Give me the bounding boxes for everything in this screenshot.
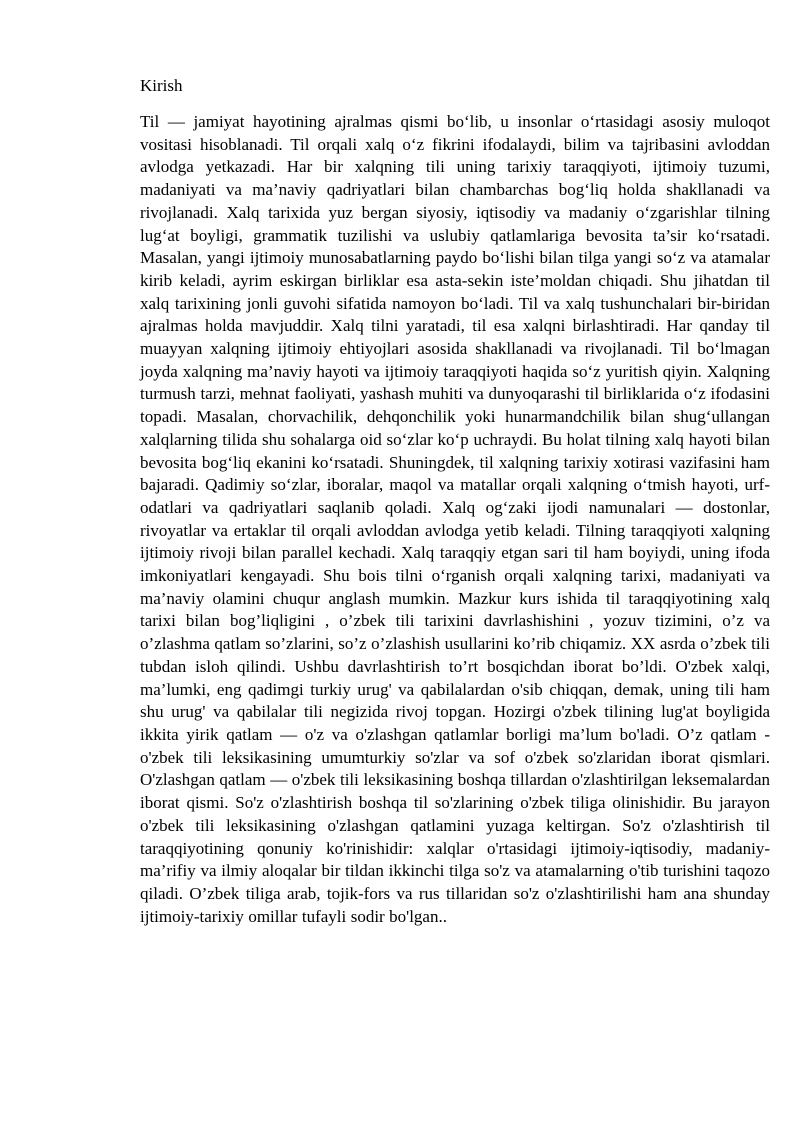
section-heading: Kirish	[140, 76, 183, 95]
document-page	[140, 75, 770, 928]
body-paragraph: Til — jamiyat hayotining ajralmas qismi bo‘lib, u insonlar o‘rtasidagi asosiy muloqot vositasi hisoblanadi. Til orqali xalq o‘z fikrini ifodalaydi, bilim va tajribasini avloddan avlodga yetkazadi. Har bir xalqning tili uning tarixiy taraqqiyoti, ijtimoiy tuzumi, madaniyati va ma’naviy qadriyatlari bilan chambarchas bog‘liq holda shakllanadi va rivojlanadi. Xalq tarixida yuz bergan siyosiy, iqtisodiy va madaniy o‘zgarishlar tilning lug‘at boyligi, grammatik tuzilishi va uslubiy qatlamlariga bevosita ta’sir ko‘rsatadi. Masalan, yangi ijtimoiy munosabatlarning paydo bo‘lishi bilan tilga yangi so‘z va atamalar kirib keladi, ayrim eskirgan birliklar esa asta-sekin iste’moldan chiqadi. Shu jihatdan til xalq tarixining jonli guvohi sifatida namoyon bo‘ladi. Til va xalq tushunchalari bir-biridan ajralmas holda mavjuddir. Xalq tilni yaratadi, til esa xalqni birlashtiradi. Har qanday til muayyan xalqning ijtimoiy ehtiyojlari asosida shakllanadi va rivojlanadi. Til bo‘lmagan joyda xalqning ma’naviy hayoti va ijtimoiy taraqqiyoti haqida so‘z yuritish qiyin. Xalqning turmush tarzi, mehnat faoliyati, yashash muhiti va dunyoqarashi til birliklarida o‘z ifodasini topadi. Masalan, chorvachilik, dehqonchilik yoki hunarmandchilik bilan shug‘ullangan xalqlarning tilida shu sohalarga oid so‘zlar ko‘p uchraydi. Bu holat tilning xalq hayoti bilan bevosita bog‘liq ekanini ko‘rsatadi. Shuningdek, til xalqning tarixiy xotirasi vazifasini ham bajaradi. Qadimiy so‘zlar, iboralar, maqol va matallar orqali xalqning o‘tmish hayoti, urf-odatlari va qadriyatlari saqlanib qoladi. Xalq og‘zaki ijodi namunalari — dostonlar, rivoyatlar va ertaklar til orqali avloddan avlodga yetib keladi. Tilning taraqqiyoti xalqning ijtimoiy rivoji bilan parallel kechadi. Xalq taraqqiy etgan sari til ham boyiydi, uning ifoda imkoniyatlari kengayadi. Shu bois tilni o‘rganish orqali xalqning tarixi, madaniyati va ma’naviy olamini chuqur anglash mumkin. Mazkur kurs ishida til taraqqiyotining xalq tarixi bilan bog’liqligini , o’zbek tili tarixini davrlashishini , yozuv tizimini, o’z va o’zlashma qatlam so’zlarini, so’z o’zlashish usullarini ko’rib chiqamiz. XX asrda o’zbek tili tubdan isloh qilindi. Ushbu davrlashtirish to’rt bosqichdan iborat bo’ldi. O'zbek xalqi, ma’lumki, eng qadimgi turkiy urug' va qabilalardan o'sib chiqqan, demak, uning tili ham shu urug' va qabilalar tili negizida rivoj topgan. Hozirgi o'zbek tilining lug'at boyligida ikkita yirik qatlam — o'z va o'zlashgan qatlamlar borligi ma’lum bo'ladi. O’z qatlam - o'zbek tili leksikasining umumturkiy so'zlar va sof o'zbek so'zlaridan iborat qismlari. O'zlashgan qatlam — o'zbek tili leksikasining boshqa tillardan o'zlashtirilgan leksemalardan iborat qismi. So'z o'zlashtirish boshqa til so'zlarining o'zbek tiliga olinishidir. Bu jarayon o'zbek tili leksikasining o'zlashgan qatlamini yuzaga keltirgan. So'z o'zlashtirish til taraqqiyotining qonuniy ko'rinishidir: xalqlar o'rtasidagi ijtimoiy-iqtisodiy, madaniy-ma’rifiy va ilmiy aloqalar bir tildan ikkinchi tilga so'z va atamalarning o'tib turishini taqozo qiladi. O’zbek tiliga arab, tojik-fors va rus tillaridan so'z o'zlashtirilishi ham ana shunday ijtimoiy-tarixiy omillar tufayli sodir bo'lgan..	[140, 112, 770, 926]
